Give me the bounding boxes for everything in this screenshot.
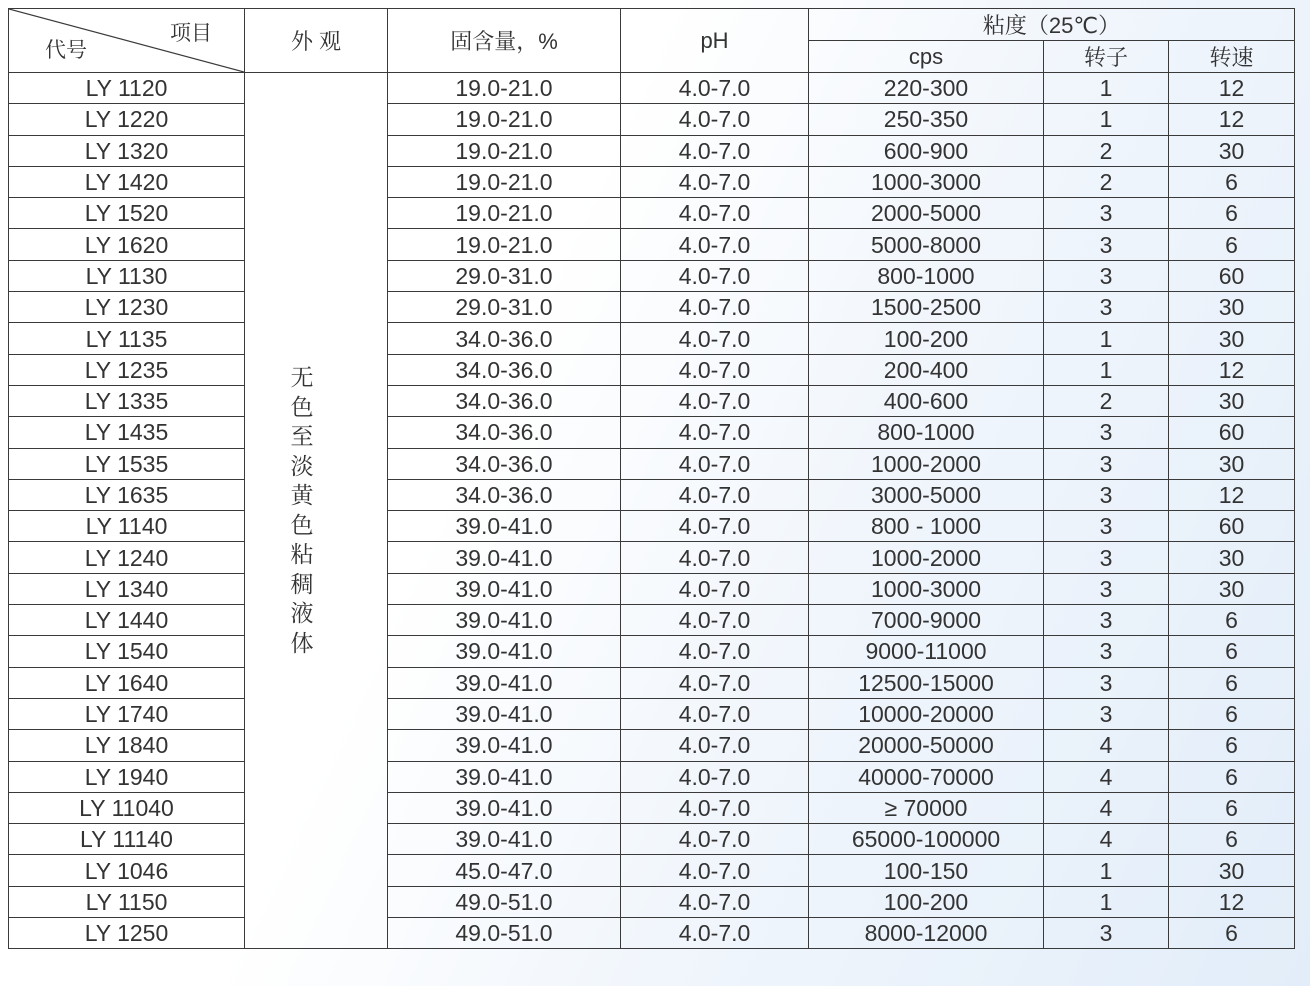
spindle-cell: 3 <box>1044 448 1169 479</box>
viscosity-cps-cell: 1000-2000 <box>809 448 1044 479</box>
product-code-cell: LY 1320 <box>9 135 245 166</box>
table-row <box>9 354 1295 385</box>
solid-content-cell: 39.0-41.0 <box>388 730 621 761</box>
solid-content-cell: 39.0-41.0 <box>388 511 621 542</box>
product-code-cell: LY 1220 <box>9 104 245 135</box>
speed-cell: 30 <box>1169 135 1295 166</box>
product-code-cell: LY 1940 <box>9 761 245 792</box>
spindle-cell: 1 <box>1044 886 1169 917</box>
table-row <box>9 761 1295 792</box>
ph-cell: 4.0-7.0 <box>621 730 809 761</box>
spindle-cell: 3 <box>1044 542 1169 573</box>
solid-content-cell: 39.0-41.0 <box>388 636 621 667</box>
product-code-cell: LY 1740 <box>9 698 245 729</box>
viscosity-cps-cell: 10000-20000 <box>809 698 1044 729</box>
solid-content-cell: 39.0-41.0 <box>388 542 621 573</box>
spindle-cell: 3 <box>1044 292 1169 323</box>
viscosity-cps-cell: 800-1000 <box>809 417 1044 448</box>
product-code-cell: LY 11140 <box>9 824 245 855</box>
solid-content-cell: 19.0-21.0 <box>388 166 621 197</box>
viscosity-cps-cell: 100-150 <box>809 855 1044 886</box>
speed-cell: 6 <box>1169 918 1295 949</box>
solid-content-cell: 19.0-21.0 <box>388 198 621 229</box>
ph-cell: 4.0-7.0 <box>621 573 809 604</box>
speed-cell: 12 <box>1169 354 1295 385</box>
product-code-cell: LY 1250 <box>9 918 245 949</box>
viscosity-cps-cell: ≥ 70000 <box>809 792 1044 823</box>
table-row <box>9 573 1295 604</box>
spindle-cell: 4 <box>1044 761 1169 792</box>
speed-cell: 12 <box>1169 73 1295 104</box>
header-diagonal-cell <box>9 9 245 73</box>
spindle-cell: 3 <box>1044 198 1169 229</box>
spindle-cell: 3 <box>1044 260 1169 291</box>
spindle-cell: 1 <box>1044 104 1169 135</box>
speed-cell: 12 <box>1169 886 1295 917</box>
solid-content-cell: 29.0-31.0 <box>388 260 621 291</box>
viscosity-cps-cell: 2000-5000 <box>809 198 1044 229</box>
solid-content-cell: 39.0-41.0 <box>388 824 621 855</box>
table-row <box>9 260 1295 291</box>
product-code-cell: LY 1150 <box>9 886 245 917</box>
solid-content-cell: 34.0-36.0 <box>388 354 621 385</box>
ph-cell: 4.0-7.0 <box>621 479 809 510</box>
speed-cell: 12 <box>1169 104 1295 135</box>
viscosity-cps-cell: 20000-50000 <box>809 730 1044 761</box>
ph-cell: 4.0-7.0 <box>621 354 809 385</box>
table-row <box>9 479 1295 510</box>
solid-content-cell: 39.0-41.0 <box>388 761 621 792</box>
speed-cell: 6 <box>1169 198 1295 229</box>
spindle-cell: 2 <box>1044 135 1169 166</box>
product-code-cell: LY 1340 <box>9 573 245 604</box>
spindle-cell: 4 <box>1044 824 1169 855</box>
viscosity-cps-cell: 250-350 <box>809 104 1044 135</box>
speed-cell: 60 <box>1169 260 1295 291</box>
table-row <box>9 698 1295 729</box>
ph-cell: 4.0-7.0 <box>621 698 809 729</box>
product-code-cell: LY 1120 <box>9 73 245 104</box>
product-code-cell: LY 1240 <box>9 542 245 573</box>
ph-cell: 4.0-7.0 <box>621 166 809 197</box>
viscosity-cps-cell: 100-200 <box>809 323 1044 354</box>
speed-cell: 30 <box>1169 292 1295 323</box>
product-code-cell: LY 1140 <box>9 511 245 542</box>
solid-content-cell: 39.0-41.0 <box>388 667 621 698</box>
spindle-cell: 3 <box>1044 573 1169 604</box>
viscosity-cps-cell: 12500-15000 <box>809 667 1044 698</box>
ph-cell: 4.0-7.0 <box>621 229 809 260</box>
header-spindle: 转子 <box>1044 41 1169 73</box>
header-ph: pH <box>621 9 809 73</box>
product-code-cell: LY 1520 <box>9 198 245 229</box>
ph-cell: 4.0-7.0 <box>621 855 809 886</box>
spindle-cell: 2 <box>1044 385 1169 416</box>
header-speed: 转速 <box>1169 41 1295 73</box>
product-code-cell: LY 1130 <box>9 260 245 291</box>
viscosity-cps-cell: 800-1000 <box>809 260 1044 291</box>
speed-cell: 6 <box>1169 166 1295 197</box>
viscosity-cps-cell: 1000-2000 <box>809 542 1044 573</box>
table-row <box>9 229 1295 260</box>
table-row <box>9 448 1295 479</box>
product-code-cell: LY 1420 <box>9 166 245 197</box>
ph-cell: 4.0-7.0 <box>621 918 809 949</box>
viscosity-cps-cell: 100-200 <box>809 886 1044 917</box>
header-code-label: 代号 <box>45 39 87 62</box>
viscosity-cps-cell: 1000-3000 <box>809 166 1044 197</box>
ph-cell: 4.0-7.0 <box>621 667 809 698</box>
viscosity-cps-cell: 3000-5000 <box>809 479 1044 510</box>
spindle-cell: 1 <box>1044 354 1169 385</box>
ph-cell: 4.0-7.0 <box>621 824 809 855</box>
table-row <box>9 323 1295 354</box>
speed-cell: 30 <box>1169 542 1295 573</box>
header-row-1 <box>9 9 1295 41</box>
table-row <box>9 886 1295 917</box>
viscosity-cps-cell: 9000-11000 <box>809 636 1044 667</box>
speed-cell: 30 <box>1169 323 1295 354</box>
ph-cell: 4.0-7.0 <box>621 886 809 917</box>
table-header <box>9 9 1295 73</box>
ph-cell: 4.0-7.0 <box>621 761 809 792</box>
product-code-cell: LY 1435 <box>9 417 245 448</box>
viscosity-cps-cell: 8000-12000 <box>809 918 1044 949</box>
table-row <box>9 135 1295 166</box>
table-row <box>9 918 1295 949</box>
table-row <box>9 730 1295 761</box>
viscosity-cps-cell: 400-600 <box>809 385 1044 416</box>
ph-cell: 4.0-7.0 <box>621 605 809 636</box>
product-code-cell: LY 11040 <box>9 792 245 823</box>
speed-cell: 30 <box>1169 573 1295 604</box>
product-code-cell: LY 1840 <box>9 730 245 761</box>
speed-cell: 6 <box>1169 730 1295 761</box>
solid-content-cell: 39.0-41.0 <box>388 605 621 636</box>
product-code-cell: LY 1635 <box>9 479 245 510</box>
speed-cell: 60 <box>1169 417 1295 448</box>
solid-content-cell: 34.0-36.0 <box>388 385 621 416</box>
solid-content-cell: 39.0-41.0 <box>388 698 621 729</box>
spindle-cell: 3 <box>1044 698 1169 729</box>
viscosity-cps-cell: 800 - 1000 <box>809 511 1044 542</box>
table-row <box>9 104 1295 135</box>
ph-cell: 4.0-7.0 <box>621 385 809 416</box>
viscosity-cps-cell: 40000-70000 <box>809 761 1044 792</box>
viscosity-cps-cell: 65000-100000 <box>809 824 1044 855</box>
table-row <box>9 292 1295 323</box>
table-row <box>9 855 1295 886</box>
viscosity-cps-cell: 5000-8000 <box>809 229 1044 260</box>
speed-cell: 6 <box>1169 761 1295 792</box>
spindle-cell: 3 <box>1044 417 1169 448</box>
speed-cell: 6 <box>1169 824 1295 855</box>
ph-cell: 4.0-7.0 <box>621 323 809 354</box>
spindle-cell: 3 <box>1044 479 1169 510</box>
header-cps: cps <box>809 41 1044 73</box>
ph-cell: 4.0-7.0 <box>621 448 809 479</box>
speed-cell: 6 <box>1169 636 1295 667</box>
product-spec-table <box>8 8 1295 949</box>
solid-content-cell: 34.0-36.0 <box>388 323 621 354</box>
spindle-cell: 4 <box>1044 792 1169 823</box>
table-row <box>9 73 1295 104</box>
ph-cell: 4.0-7.0 <box>621 260 809 291</box>
speed-cell: 6 <box>1169 229 1295 260</box>
solid-content-cell: 29.0-31.0 <box>388 292 621 323</box>
viscosity-cps-cell: 600-900 <box>809 135 1044 166</box>
header-viscosity: 粘度（25℃） <box>809 9 1295 41</box>
spindle-cell: 3 <box>1044 918 1169 949</box>
speed-cell: 6 <box>1169 605 1295 636</box>
table-row <box>9 417 1295 448</box>
speed-cell: 6 <box>1169 792 1295 823</box>
spindle-cell: 3 <box>1044 667 1169 698</box>
spec-table-wrapper <box>8 8 1295 949</box>
solid-content-cell: 19.0-21.0 <box>388 73 621 104</box>
ph-cell: 4.0-7.0 <box>621 792 809 823</box>
table-row <box>9 792 1295 823</box>
solid-content-cell: 34.0-36.0 <box>388 417 621 448</box>
ph-cell: 4.0-7.0 <box>621 511 809 542</box>
header-appearance: 外 观 <box>245 9 388 73</box>
spindle-cell: 1 <box>1044 323 1169 354</box>
spindle-cell: 3 <box>1044 229 1169 260</box>
speed-cell: 30 <box>1169 448 1295 479</box>
spindle-cell: 4 <box>1044 730 1169 761</box>
product-code-cell: LY 1440 <box>9 605 245 636</box>
product-code-cell: LY 1135 <box>9 323 245 354</box>
viscosity-cps-cell: 220-300 <box>809 73 1044 104</box>
viscosity-cps-cell: 7000-9000 <box>809 605 1044 636</box>
ph-cell: 4.0-7.0 <box>621 417 809 448</box>
solid-content-cell: 39.0-41.0 <box>388 573 621 604</box>
speed-cell: 12 <box>1169 479 1295 510</box>
speed-cell: 30 <box>1169 855 1295 886</box>
product-code-cell: LY 1540 <box>9 636 245 667</box>
speed-cell: 6 <box>1169 698 1295 729</box>
table-body <box>9 73 1295 949</box>
table-row <box>9 198 1295 229</box>
viscosity-cps-cell: 1000-3000 <box>809 573 1044 604</box>
spindle-cell: 2 <box>1044 166 1169 197</box>
product-code-cell: LY 1640 <box>9 667 245 698</box>
ph-cell: 4.0-7.0 <box>621 542 809 573</box>
spindle-cell: 1 <box>1044 73 1169 104</box>
header-item-label: 项目 <box>170 22 212 45</box>
solid-content-cell: 19.0-21.0 <box>388 104 621 135</box>
ph-cell: 4.0-7.0 <box>621 198 809 229</box>
product-code-cell: LY 1535 <box>9 448 245 479</box>
table-row <box>9 605 1295 636</box>
ph-cell: 4.0-7.0 <box>621 73 809 104</box>
appearance-text: 无色至淡黄色粘稠液体 <box>290 364 314 656</box>
product-code-cell: LY 1235 <box>9 354 245 385</box>
solid-content-cell: 19.0-21.0 <box>388 135 621 166</box>
speed-cell: 30 <box>1169 385 1295 416</box>
solid-content-cell: 45.0-47.0 <box>388 855 621 886</box>
product-code-cell: LY 1335 <box>9 385 245 416</box>
product-code-cell: LY 1046 <box>9 855 245 886</box>
table-row <box>9 385 1295 416</box>
appearance-cell <box>245 73 388 949</box>
ph-cell: 4.0-7.0 <box>621 636 809 667</box>
header-solid-content: 固含量，% <box>388 9 621 73</box>
table-row <box>9 542 1295 573</box>
table-row <box>9 636 1295 667</box>
table-row <box>9 824 1295 855</box>
product-code-cell: LY 1620 <box>9 229 245 260</box>
solid-content-cell: 34.0-36.0 <box>388 479 621 510</box>
spindle-cell: 3 <box>1044 605 1169 636</box>
solid-content-cell: 34.0-36.0 <box>388 448 621 479</box>
speed-cell: 60 <box>1169 511 1295 542</box>
spindle-cell: 3 <box>1044 511 1169 542</box>
table-row <box>9 667 1295 698</box>
solid-content-cell: 39.0-41.0 <box>388 792 621 823</box>
ph-cell: 4.0-7.0 <box>621 135 809 166</box>
table-row <box>9 166 1295 197</box>
solid-content-cell: 19.0-21.0 <box>388 229 621 260</box>
solid-content-cell: 49.0-51.0 <box>388 886 621 917</box>
viscosity-cps-cell: 200-400 <box>809 354 1044 385</box>
product-code-cell: LY 1230 <box>9 292 245 323</box>
speed-cell: 6 <box>1169 667 1295 698</box>
table-row <box>9 511 1295 542</box>
spindle-cell: 3 <box>1044 636 1169 667</box>
ph-cell: 4.0-7.0 <box>621 292 809 323</box>
ph-cell: 4.0-7.0 <box>621 104 809 135</box>
viscosity-cps-cell: 1500-2500 <box>809 292 1044 323</box>
spindle-cell: 1 <box>1044 855 1169 886</box>
solid-content-cell: 49.0-51.0 <box>388 918 621 949</box>
